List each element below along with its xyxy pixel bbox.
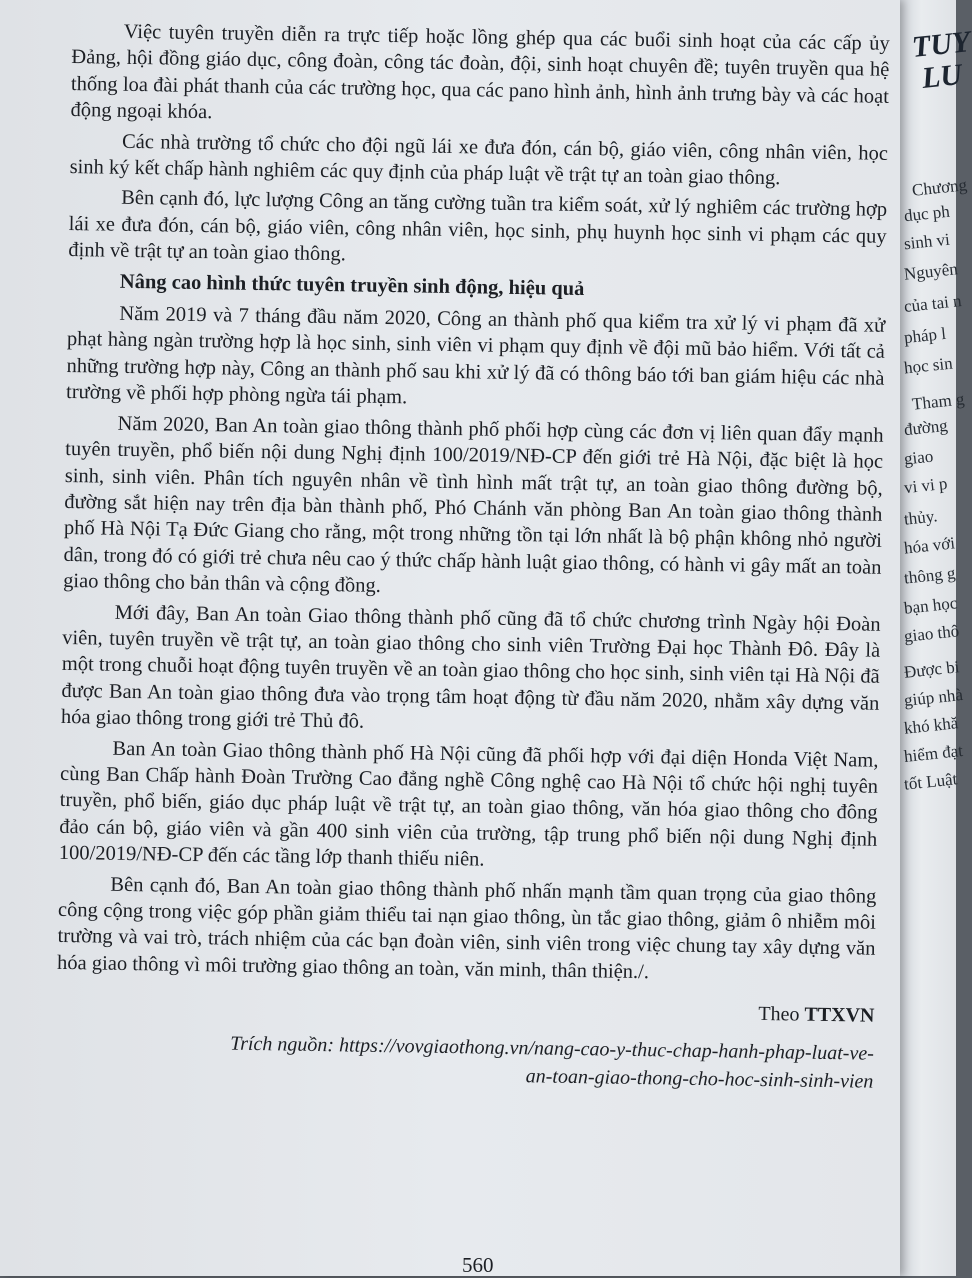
adjacent-fragment: vi vi p [903, 473, 949, 498]
body-paragraph: Việc tuyên truyền diễn ra trực tiếp hoặc lồng ghép qua các buổi sinh hoạt của các cấp ủy Đảng, hội đồng giáo dục, công đoàn, công tác đoàn, đội, sinh hoạt chuyên đề; tuyên truyền qua hệ thống loa đài phát thanh của các trường học, qua các pano hình ảnh, hình ảnh trưng bày và các hoạt động ngoại khóa. [70, 20, 890, 124]
adjacent-fragment: hiểm đạt [903, 740, 964, 767]
body-paragraph: Ban An toàn Giao thông thành phố Hà Nội cũng đã phối hợp với đại diện Honda Việt Nam, cùng Ban Chấp hành Đoàn Trường Cao đẳng nghề Công nghệ cao Hà Nội tổ chức hội nghị tuyên truyền, phổ biến, giáo dục pháp luật về trật tự, an toàn giao thông, văn hóa giao thông cho đông đảo cán bộ, giáo viên và gần 400 sinh viên của trường, tập trung phổ biến nội dung Nghị định 100/2019/NĐ-CP đến các tầng lớp thanh thiếu niên. [58, 737, 879, 871]
adjacent-fragment: giao [903, 446, 935, 469]
attribution-prefix: Theo [758, 1003, 800, 1026]
adjacent-fragment: hóa với [903, 533, 956, 558]
adjacent-fragment: thông g [903, 563, 957, 588]
article-body [55, 18, 890, 1095]
adjacent-fragment: tốt Luật [903, 769, 959, 794]
page-number: 560 [462, 1253, 494, 1277]
adjacent-heading-line: TUY [910, 25, 972, 64]
adjacent-fragment: của tai n [903, 291, 963, 316]
source-line: Trích nguồn: https://vovgiaothong.vn/nang-cao-y-thuc-chap-hanh-phap-luat-ve- [229, 1032, 875, 1065]
adjacent-fragment: Chương [911, 175, 968, 200]
adjacent-fragment: pháp l [903, 323, 947, 348]
adjacent-fragment: thủy. [903, 506, 939, 529]
adjacent-fragment: Tham g [911, 389, 966, 414]
adjacent-fragment: Được bi [903, 657, 961, 682]
adjacent-fragment: đường [903, 415, 949, 440]
adjacent-fragment: học sin [903, 353, 954, 378]
attribution [56, 990, 874, 1029]
adjacent-fragment: Nguyên [903, 259, 959, 284]
body-paragraph: Mới đây, Ban An toàn Giao thông thành phố cũng đã tổ chức chương trình Ngày hội Đoàn viên, tuyên truyền về trật tự, an toàn giao thông cho sinh viên Trường Đại học Thành Đô. Đây là một trong chuỗi hoạt động tuyên truyền về an toàn giao thông cho học sinh, sinh viên tại Hà Nội đã được Ban An toàn giao thông đưa vào trọng tâm hoạt động từ đầu năm 2020, nhằm xây dựng văn hóa giao thông trong giới trẻ Thủ đô. [60, 601, 881, 733]
body-paragraph: Năm 2020, Ban An toàn giao thông thành phố phối hợp cùng các đơn vị liên quan đẩy mạnh tuyên truyền, phổ biến nội dung Nghị định 100/2019/NĐ-CP đến giới trẻ Hà Nội, đặc biệt là học sinh, sinh viên. Phân tích nguyên nhân về tình hình mất trật tự, an toàn giao thông đường bộ, đường sắt hiện nay trên địa bàn thành phố, Phó Chánh văn phòng Ban An toàn giao thông thành phố Hà Nội Tạ Đức Giang cho rằng, một trong những tồn tại lớn nhất là bộ phận không nhỏ người dân, trong đó có giới trẻ chưa nêu cao ý thức chấp hành luật giao thông, có hành vi gây mất an toàn giao thông cho bản thân và cộng đồng. [62, 412, 884, 598]
adjacent-fragment: giúp nhà [903, 684, 964, 711]
attribution-agency: TTXVN [804, 1003, 875, 1027]
source-line: an-toan-giao-thong-cho-hoc-sinh-sinh-vien [525, 1064, 874, 1093]
body-paragraph: Các nhà trường tổ chức cho đội ngũ lái xe đưa đón, cán bộ, giáo viên, công nhân viên, học sinh ký kết chấp hành nghiêm các quy định của pháp luật về trật tự an toàn giao thông. [69, 130, 889, 190]
adjacent-fragment: dục ph [903, 201, 951, 226]
adjacent-fragment: bạn học [903, 593, 959, 618]
adjacent-heading-line: LU [920, 58, 964, 96]
body-paragraph: Bên cạnh đó, Ban An toàn giao thông thành phố nhấn mạnh tầm quan trọng của giao thông công cộng trong việc góp phần giảm thiểu tai nạn giao thông, ùn tắc giao thông, giảm ô nhiễm môi trường và vai trò, trách nhiệm của các bạn đoàn viên, sinh viên trong việc chung tay xây dựng văn hóa giao thông vì môi trường giao thông an toàn, văn minh, thân thiện./. [56, 873, 877, 983]
section-heading: Nâng cao hình thức tuyên truyền sinh động, hiệu quả [119, 270, 585, 300]
adjacent-page [898, 0, 972, 1276]
body-paragraph: Bên cạnh đó, lực lượng Công an tăng cường tuần tra kiểm soát, xử lý nghiêm các trường hợp lái xe đưa đón, cán bộ, giáo viên, công nhân viên, học sinh, phụ huynh học sinh vi phạm các quy định về trật tự an toàn giao thông. [68, 187, 888, 266]
adjacent-fragment: giao thô [903, 621, 961, 646]
adjacent-fragment: sinh vi [903, 229, 951, 254]
source-citation [55, 1027, 874, 1096]
body-paragraph: Năm 2019 và 7 tháng đầu năm 2020, Công an thành phố qua kiểm tra xử lý vi phạm đã xử phạt hàng ngàn trường hợp là học sinh, sinh viên vi phạm quy định về đội mũ bảo hiểm. Với tất cả những trường hợp này, Công an thành phố sau khi xử lý đã có thông báo tới ban giám hiệu các nhà trường về phối hợp phòng ngừa tái phạm. [65, 302, 886, 409]
adjacent-fragment: khó khă [903, 713, 960, 738]
